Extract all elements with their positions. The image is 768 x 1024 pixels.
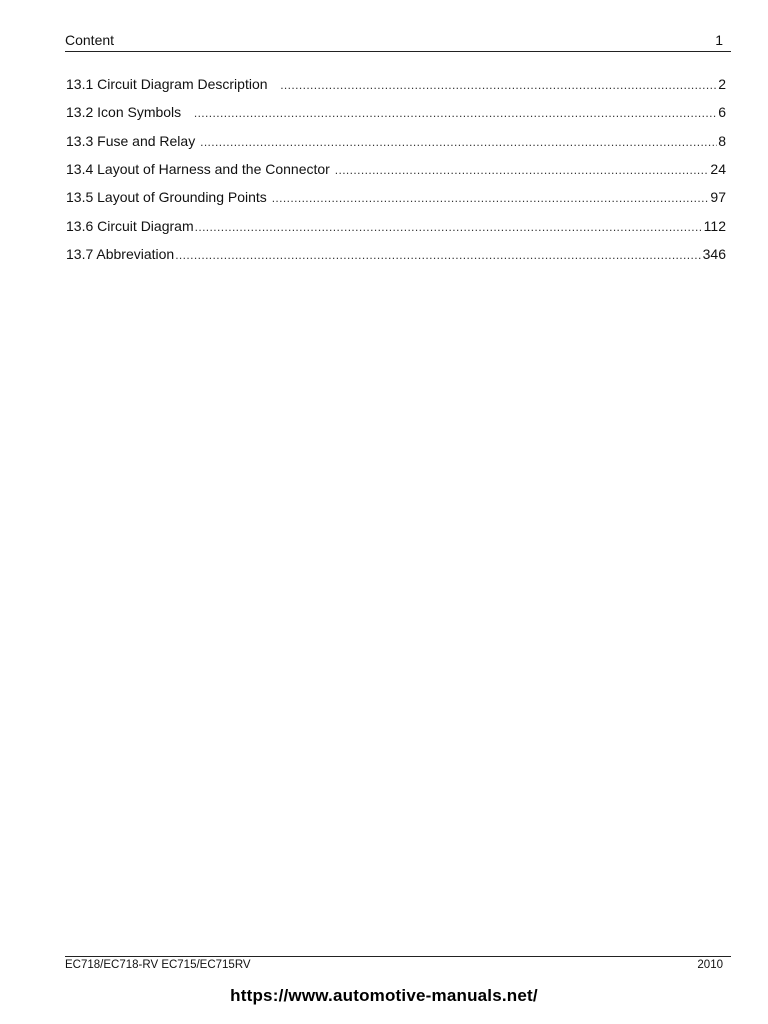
toc-entry-13-4[interactable] — [66, 161, 726, 189]
toc-dot-leader — [175, 248, 701, 262]
toc-dot-leader — [194, 106, 717, 120]
toc-entry-page: 346 — [702, 245, 726, 262]
toc-entry-13-5[interactable] — [66, 189, 726, 217]
toc-entry-title: 13.7 Abbreviation — [66, 245, 175, 262]
toc-entry-title: 13.2 Icon Symbols — [66, 104, 193, 121]
toc-dot-leader — [335, 163, 710, 177]
toc-entry-title: 13.6 Circuit Diagram — [66, 217, 194, 234]
toc-entry-page: 8 — [718, 132, 726, 149]
source-url-link[interactable]: https://www.automotive-manuals.net/ — [230, 986, 538, 1005]
footer-models: EC718/EC718-RV EC715/EC715RV — [65, 959, 251, 971]
toc-entry-title: 13.5 Layout of Grounding Points — [66, 189, 271, 206]
toc-entry-13-6[interactable] — [66, 218, 726, 246]
header-title: Content — [65, 32, 115, 48]
toc-dot-leader — [280, 78, 717, 92]
toc-entry-title: 13.1 Circuit Diagram Description — [66, 76, 280, 92]
toc-entry-page: 2 — [718, 76, 726, 92]
toc-entry-page: 112 — [703, 217, 726, 234]
toc-entry-page: 6 — [718, 104, 726, 121]
toc-entry-13-7[interactable] — [66, 246, 726, 274]
toc-dot-leader — [200, 135, 717, 149]
toc-entry-page: 97 — [710, 189, 726, 206]
toc-entry-13-3[interactable] — [66, 133, 726, 161]
table-of-contents — [66, 76, 726, 274]
header-page-number: 1 — [715, 32, 723, 48]
toc-entry-13-1[interactable] — [66, 76, 726, 104]
toc-entry-13-2[interactable] — [66, 104, 726, 132]
toc-entry-title: 13.4 Layout of Harness and the Connector — [66, 160, 334, 177]
toc-dot-leader — [272, 191, 710, 205]
toc-dot-leader — [195, 220, 703, 234]
page-header — [65, 32, 731, 52]
footer-year: 2010 — [697, 959, 723, 971]
page-footer — [65, 956, 731, 971]
toc-entry-page: 24 — [710, 160, 726, 177]
toc-entry-title: 13.3 Fuse and Relay — [66, 132, 200, 149]
